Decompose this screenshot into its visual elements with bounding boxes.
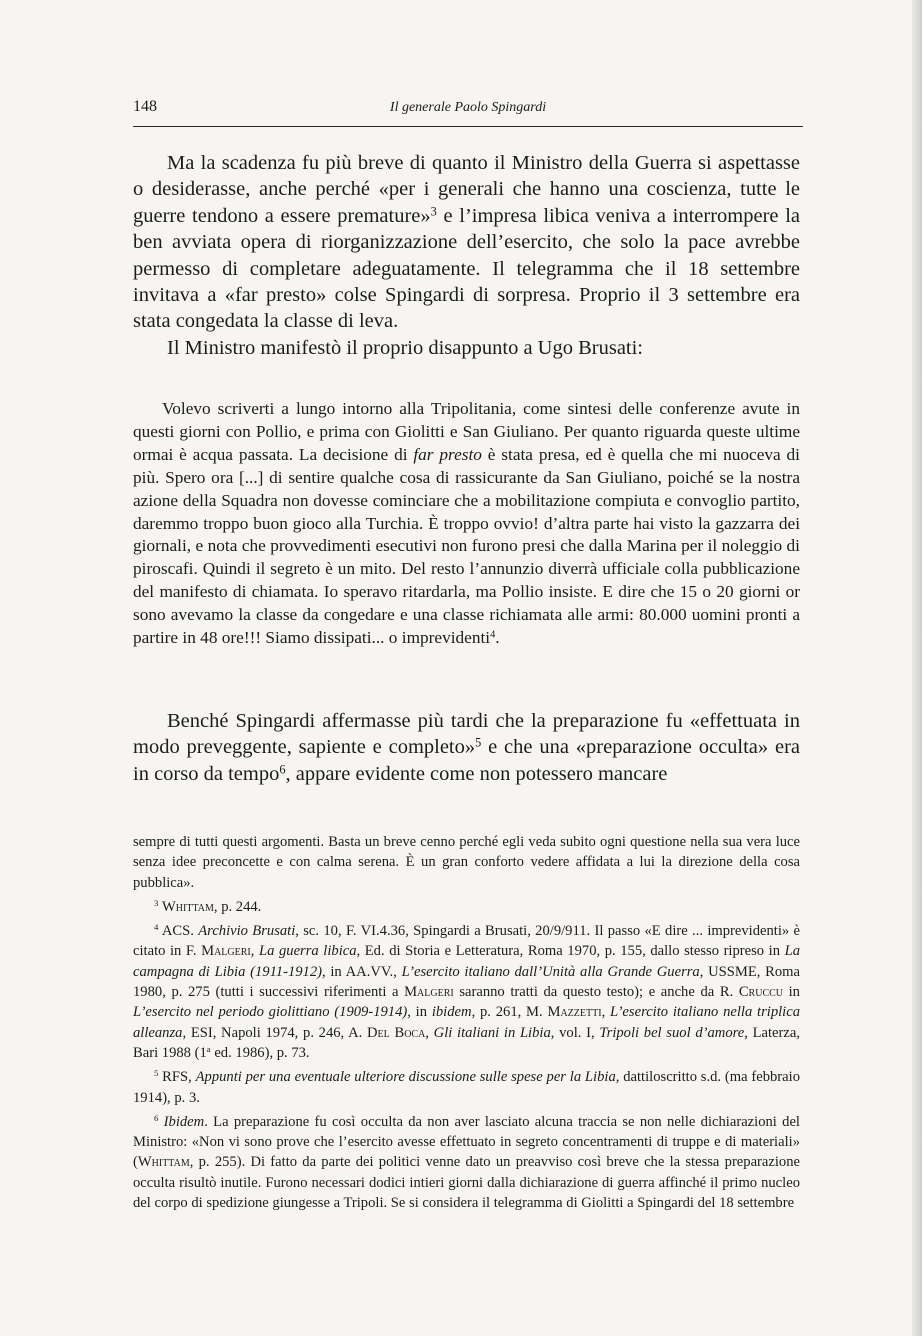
footnote-continuation: sempre di tutti questi argomenti. Basta un breve cenno perché egli veda subito ogni questione nella sua vera luce senza idee preconcette e con calma serena. È un gran conforto vedere affidata a lui la direzione della cosa pubblica».	[133, 834, 800, 891]
paragraph-2: Il Ministro manifestò il proprio disappunto a Ugo Brusati:	[167, 336, 644, 359]
footnotes	[133, 832, 800, 1217]
running-title: Il generale Paolo Spingardi	[389, 100, 547, 115]
quote-text: Volevo scriverti a lungo intorno alla Tripolitania, come sintesi delle conferenze avute in questi giorni con Pollio, e prima con Giolitti e San Giuliano. Per quanto riguarda queste ultime ormai è acqua passata. La decisione di far presto è stata presa, ed è quella che mi nuoceva di più. Spero ora [...] di sentire qualche cosa di rassicurante da San Giuliano, poiché se la nostra azione della Squadra non dovesse cominciare che a mobilitazione compiuta e convoglio partito, daremmo troppo buon gioco alla Turchia. È troppo ovvio! d’altra parte hai visto la gazzarra dei giornali, e nota che provvedimenti esecutivi non furono presi che dalla Marina per il noleggio di piroscafi. Quindi il segreto è un mito. Del resto l’annunzio diverrà ufficiale colla pubblicazione del manifesto di chiamata. Io speravo ritardarla, ma Pollio insiste. E dire che 15 o 20 giorni or sono avevamo la classe da congedare e una classe richiamata alle armi: 80.000 uomini pronti a partire in 48 ore!!! Siamo dissipati... o imprevidenti$^4$.	[133, 399, 800, 648]
page-number: 148	[133, 98, 157, 115]
footnote-ref-4: 4	[490, 629, 496, 641]
footnote-ref-3: 3	[430, 204, 437, 219]
footnote-5: $^5$ RFS, Appunti per una eventuale ulteriore discussione sulle spese per la Libia, dattiloscritto s.d. (ma febbraio 1914), p. 3.	[133, 1068, 800, 1106]
block-quote	[133, 398, 800, 650]
footnote-3: $^3$ Whittam, p. 244.	[154, 898, 262, 915]
footnote-ref-5: 5	[475, 735, 482, 750]
page-header	[133, 98, 803, 127]
footnote-ref-6: 6	[279, 762, 286, 777]
paragraph-3: Benché Spingardi affermasse più tardi che la preparazione fu «effettuata in modo preveggente, sapiente e completo»$^5$ e che una «preparazione occulta» era in corso da tempo$^6$, appare evidente come non potessero mancare	[133, 710, 800, 785]
footnote-6: $^6$ Ibidem. La preparazione fu così occulta da non aver lasciato alcuna traccia se non nelle dichiarazioni del Ministro: «Non vi sono prove che l’esercito avesse effettuato in segreto concentramenti di truppe e di materiali» (Whittam, p. 255). Di fatto da parte dei politici venne dato un preavviso così breve che la stessa preparazione occulta risultò inutile. Furono necessari dodici intieri giorni dalla dichiarazione di guerra affinché il primo nucleo del corpo di spedizione giungesse a Tripoli. Se si considera il telegramma di Giolitti a Spingardi del 18 settembre	[133, 1113, 800, 1212]
main-text-bottom	[133, 708, 800, 787]
page-edge-shadow	[912, 0, 922, 1336]
footnote-4: $^4$ ACS. Archivio Brusati, sc. 10, F. VI.4.36, Spingardi a Brusati, 20/9/911. Il passo «E dire ... imprevidenti» è citato in F. Malgeri, La guerra libica, Ed. di Storia e Letteratura, Roma 1970, p. 155, dallo stesso ripreso in La campagna di Libia (1911-1912), in AA.VV., L’esercito italiano dall’Unità alla Grande Guerra, USSME, Roma 1980, p. 275 (tutti i successivi riferimenti a Malgeri saranno tratti da questo testo); e anche da R. Cruccu in L’esercito nel periodo giolittiano (1909-1914), in ibidem, p. 261, M. Mazzetti, L’esercito italiano nella triplica alleanza, ESI, Napoli 1974, p. 246, A. Del Boca, Gli italiani in Libia, vol. I, Tripoli bel suol d’amore, Laterza, Bari 1988 (1$^a$ ed. 1986), p. 73.	[133, 922, 801, 1061]
paragraph-1: Ma la scadenza fu più breve di quanto il Ministro della Guerra si aspettasse o desiderasse, anche perché «per i generali che hanno una coscienza, tutte le guerre tendono a essere premature»$^3$ e l’impresa libica veniva a interrompere la ben avviata opera di riorganizzazione dell’esercito, che solo la pace avrebbe permesso di completare adeguatamente. Il telegramma che il 18 settembre invitava a «far presto» colse Spingardi di sorpresa. Proprio il 3 settembre era stata congedata la classe di leva.	[133, 152, 800, 333]
main-text-top	[133, 150, 800, 361]
